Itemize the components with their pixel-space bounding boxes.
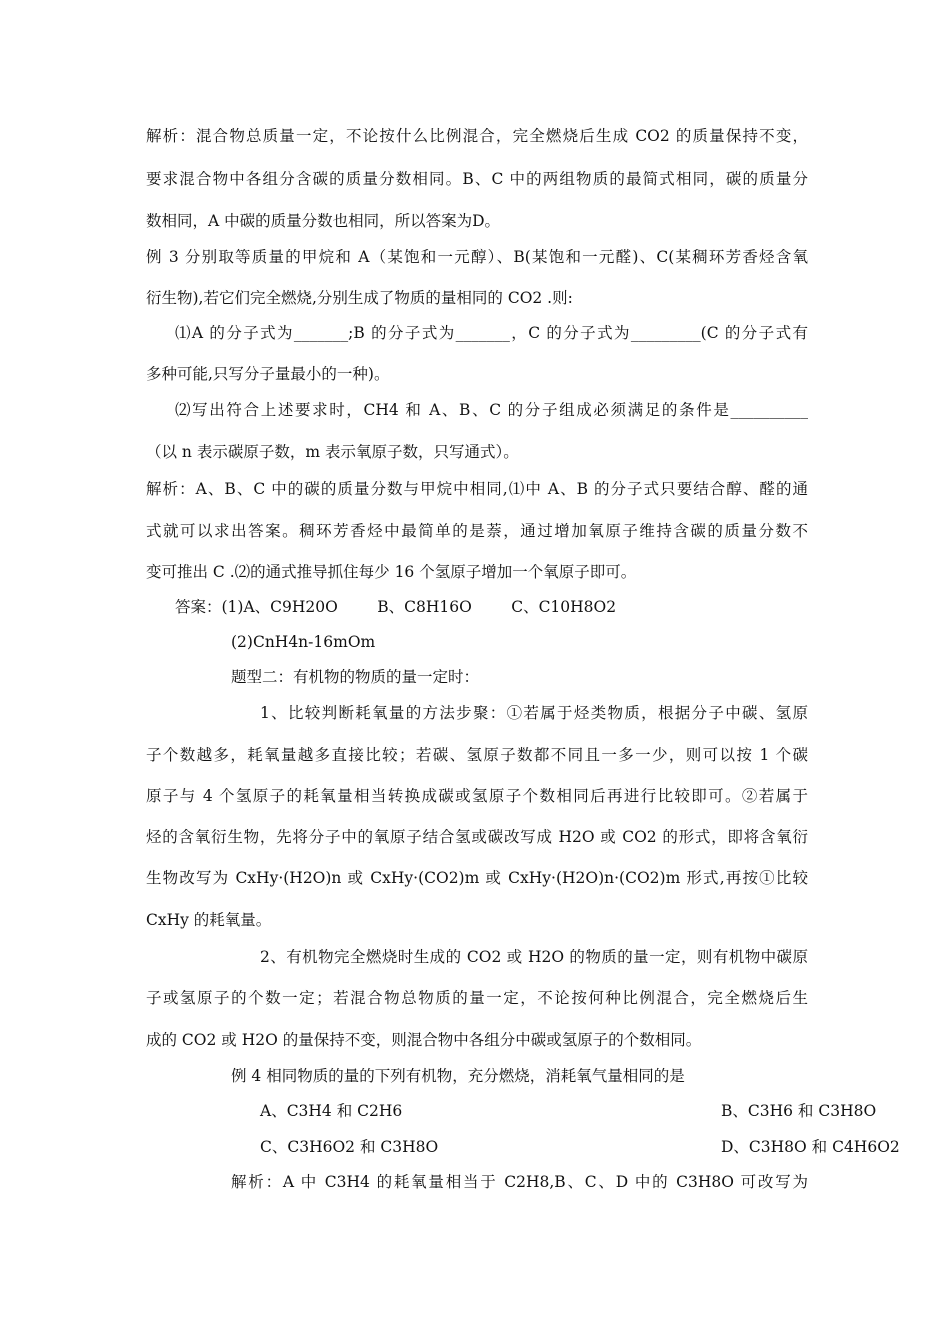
text-line: 衍生物),若它们完全燃烧,分别生成了物质的量相同的 CO2 .则: (146, 289, 573, 307)
text-line: 多种可能,只写分子量最小的一种)。 (146, 365, 390, 383)
text-line: 要求混合物中各组分含碳的质量分数相同。B、C 中的两组物质的最简式相同，碳的质量分 (146, 170, 808, 188)
text-line: 例 3 分别取等质量的甲烷和 A（某饱和一元醇）、B(某饱和一元醛)、C(某稠环芳香烃含氧 (146, 248, 808, 266)
text-line: ⑴A 的分子式为_______;B 的分子式为_______，C 的分子式为_________(C 的分子式有 (175, 324, 808, 342)
text-line: 式就可以求出答案。稠环芳香烃中最简单的是萘，通过增加氧原子维持含碳的质量分数不 (146, 522, 808, 540)
text-line: 1、比较判断耗氧量的方法步聚：①若属于烃类物质，根据分子中碳、氢原 (260, 704, 808, 722)
option-d: D、C3H8O 和 C4H6O2 (721, 1138, 900, 1156)
text-line: 原子与 4 个氢原子的耗氧量相当转换成碳或氢原子个数相同后再进行比较即可。②若属于 (146, 787, 808, 805)
section-heading: 题型二：有机物的物质的量一定时： (231, 668, 480, 686)
text-line: （以 n 表示碳原子数，m 表示氧原子数，只写通式）。 (146, 443, 519, 461)
text-line: 2、有机物完全燃烧时生成的 CO2 或 H2O 的物质的量一定，则有机物中碳原 (260, 948, 808, 966)
option-c: C、C3H6O2 和 C3H8O (260, 1138, 439, 1156)
text-line: CxHy 的耗氧量。 (146, 911, 272, 929)
text-line: 变可推出 C .⑵的通式推导抓住每少 16 个氢原子增加一个氧原子即可。 (146, 563, 637, 581)
option-b: B、C3H6 和 C3H8O (721, 1102, 877, 1120)
text-line: 解析：A、B、C 中的碳的质量分数与甲烷中相同,⑴中 A、B 的分子式只要结合醇、醛的通 (146, 480, 808, 498)
text-line: 成的 CO2 或 H2O 的量保持不变，则混合物中各组分中碳或氢原子的个数相同。 (146, 1031, 702, 1049)
text-line: ⑵写出符合上述要求时，CH4 和 A、B、C 的分子组成必须满足的条件是__________ (175, 401, 808, 419)
question-line: 例 4 相同物质的量的下列有机物，充分燃烧，消耗氧气量相同的是 (231, 1067, 685, 1085)
text-line: 解析：混合物总质量一定，不论按什么比例混合，完全燃烧后生成 CO2 的质量保持不变， (146, 127, 808, 145)
text-line: 解析：A 中 C3H4 的耗氧量相当于 C2H8,B、C、D 中的 C3H8O 可改写为 (231, 1173, 808, 1191)
text-line: 烃的含氧衍生物，先将分子中的氧原子结合氢或碳改写成 H2O 或 CO2 的形式，即将含氧衍 (146, 828, 808, 846)
text-line: 生物改写为 CxHy·(H2O)n 或 CxHy·(CO2)m 或 CxHy·(H2O)n·(CO2)m 形式,再按①比较 (146, 869, 808, 887)
answer-line: (2)CnH4n-16mOm (231, 633, 376, 651)
option-a: A、C3H4 和 C2H6 (260, 1102, 403, 1120)
answer-line: 答案：(1)A、C9H20O B、C8H16O C、C10H8O2 (175, 598, 617, 616)
text-line: 子个数越多，耗氧量越多直接比较；若碳、氢原子数都不同且一多一少，则可以按 1 个碳 (146, 746, 808, 764)
text-line: 数相同，A 中碳的质量分数也相同，所以答案为D。 (146, 212, 501, 230)
text-line: 子或氢原子的个数一定；若混合物总物质的量一定，不论按何种比例混合，完全燃烧后生 (146, 989, 808, 1007)
option-row (260, 1101, 877, 1121)
option-row (260, 1137, 900, 1157)
